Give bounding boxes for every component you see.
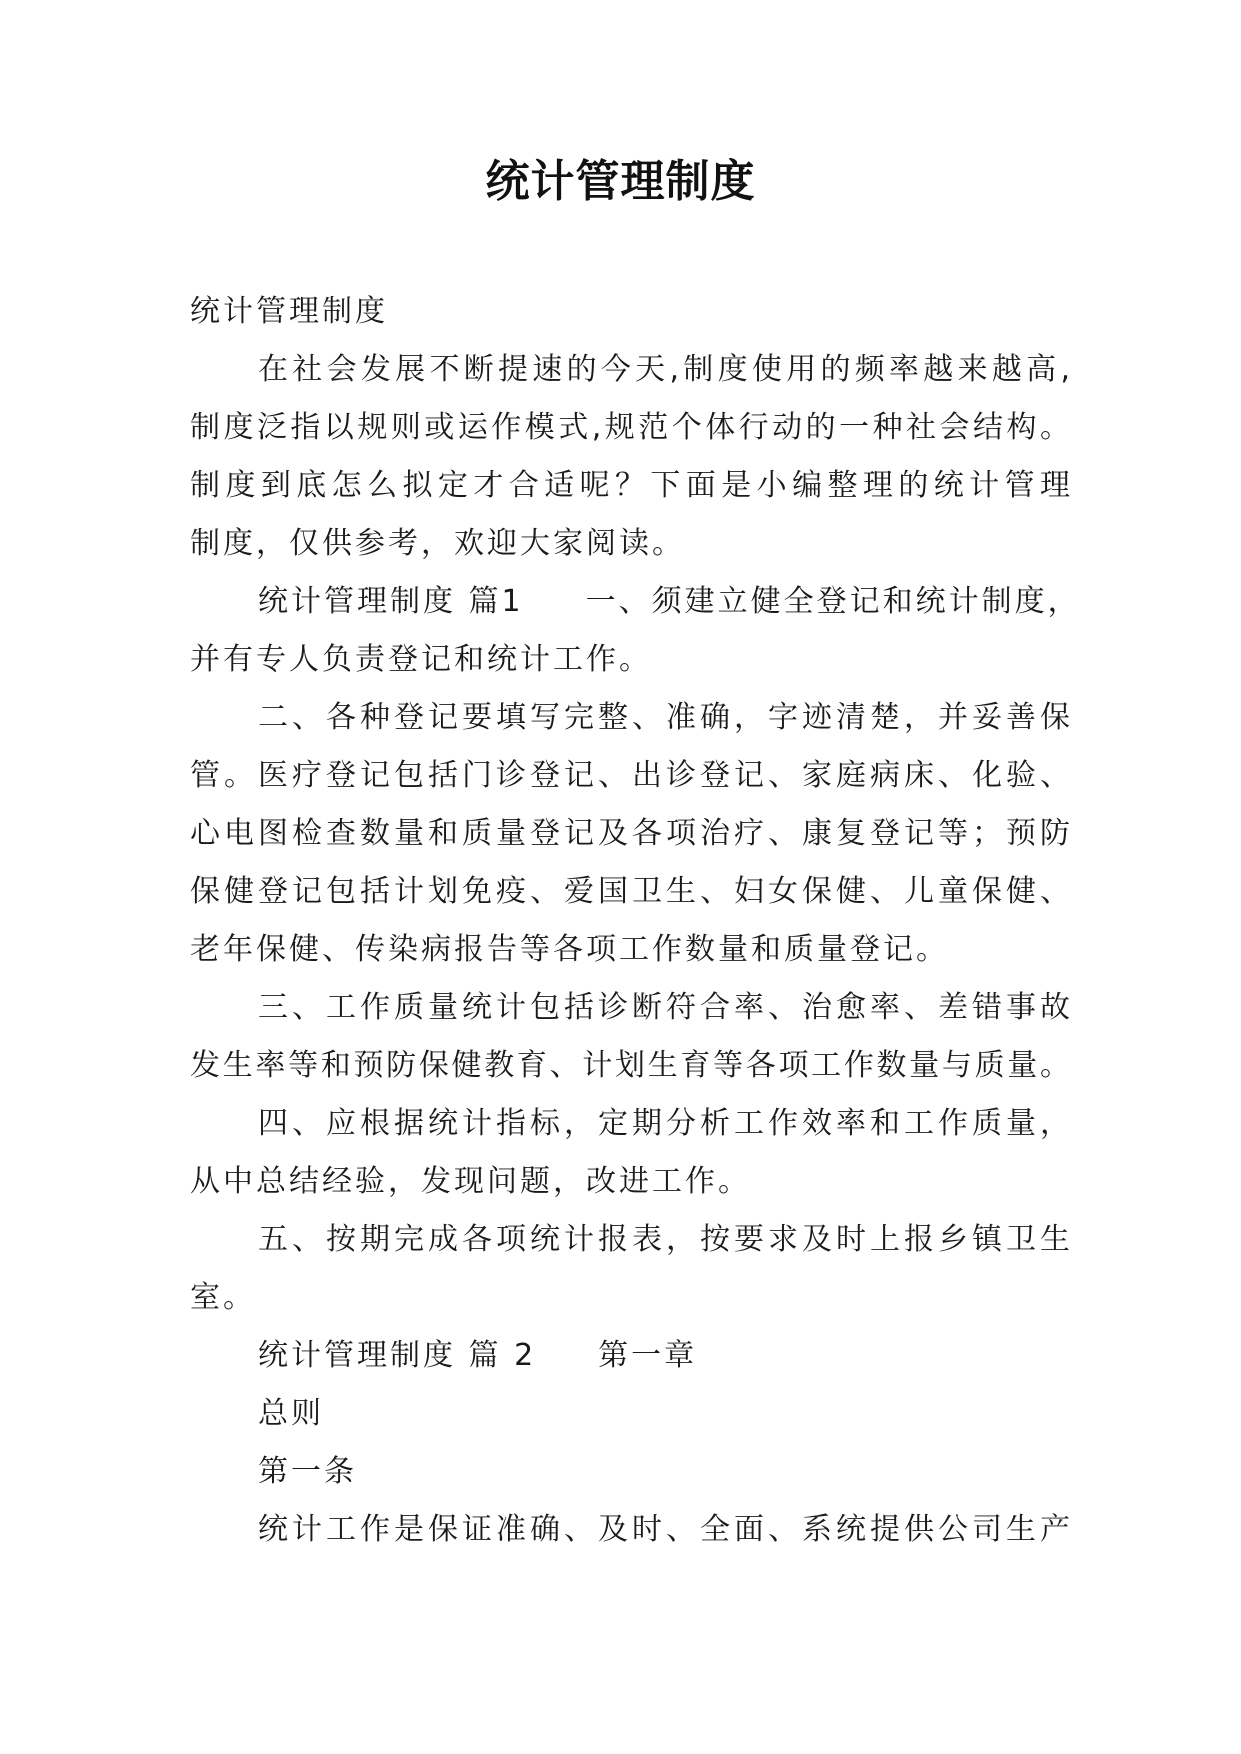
paragraph-line: 制度，仅供参考，欢迎大家阅读。	[190, 526, 685, 561]
paragraph-line: 从中总结经验，发现问题，改进工作。	[190, 1164, 751, 1199]
paragraph-line: 室。	[190, 1280, 256, 1315]
paragraph-line: 制度到底怎么拟定才合适呢？下面是小编整理的统计管理	[190, 468, 1070, 503]
paragraph-text: 一、须建立健全登记和统计制度，	[585, 584, 1081, 619]
document-title: 统计管理制度	[485, 156, 756, 207]
paragraph-line: 在社会发展不断提速的今天,制度使用的频率越来越高,	[258, 352, 1070, 387]
paragraph-line: 三、工作质量统计包括诊断符合率、治愈率、差错事故	[258, 990, 1070, 1025]
section-heading: 统计管理制度 篇 2	[258, 1338, 537, 1373]
paragraph-line: 第一条	[258, 1454, 357, 1489]
section-heading-line	[258, 580, 1081, 624]
paragraph-line: 制度泛指以规则或运作模式,规范个体行动的一种社会结构。	[190, 410, 1070, 445]
paragraph-text: 第一章	[598, 1338, 698, 1373]
section-heading: 统计管理制度 篇1	[258, 584, 524, 619]
paragraph-line: 并有专人负责登记和统计工作。	[190, 642, 652, 677]
paragraph-line: 保健登记包括计划免疫、爱国卫生、妇女保健、儿童保健、	[190, 874, 1070, 909]
paragraph-line: 四、应根据统计指标，定期分析工作效率和工作质量，	[258, 1106, 1070, 1141]
paragraph-line: 心电图检查数量和质量登记及各项治疗、康复登记等；预防	[190, 816, 1070, 851]
paragraph-line: 发生率等和预防保健教育、计划生育等各项工作数量与质量。	[190, 1048, 1070, 1083]
paragraph-line: 统计管理制度	[190, 294, 388, 329]
paragraph-line: 老年保健、传染病报告等各项工作数量和质量登记。	[190, 932, 949, 967]
section-heading-line	[258, 1334, 697, 1378]
paragraph-line: 二、各种登记要填写完整、准确，字迹清楚，并妥善保	[258, 700, 1070, 735]
paragraph-line: 管。医疗登记包括门诊登记、出诊登记、家庭病床、化验、	[190, 758, 1070, 793]
paragraph-line: 统计工作是保证准确、及时、全面、系统提供公司生产	[258, 1512, 1070, 1547]
paragraph-line: 五、按期完成各项统计报表，按要求及时上报乡镇卫生	[258, 1222, 1070, 1257]
paragraph-line: 总则	[258, 1396, 324, 1431]
